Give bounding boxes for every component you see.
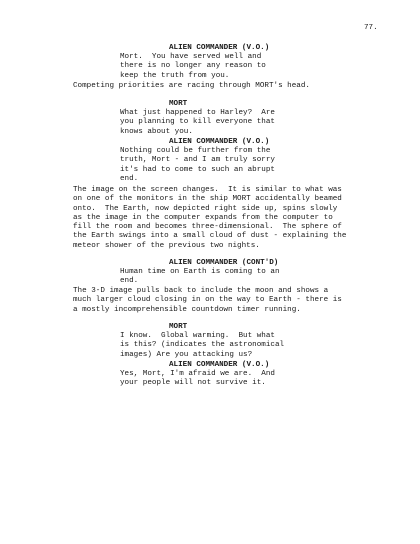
action-block: Competing priorities are racing through MORT's head. [73,82,310,90]
dialogue-block: What just happened to Harley? Are you planning to kill everyone that knows about you. [120,109,275,136]
page-number: 77. [364,24,378,32]
action-block: The 3-D image pulls back to include the moon and shows a much larger cloud closing in on the way to Earth - there is a mostly incomprehensible countdown timer running. [73,287,342,314]
action-block: The image on the screen changes. It is similar to what was on one of the monitors in the ship MORT accidentally beamed onto. The Earth, now depicted right side up, spins slowly as the image in the computer expands from the computer to fill the room and becomes three-dimensional. The sphere of the Earth swings into a small cloud of dust - explaining the meteor shower of the previous two nights. [73,186,347,250]
character-cue: ALIEN COMMANDER (V.O.) [169,361,270,369]
character-cue: ALIEN COMMANDER (CONT'D) [169,259,279,267]
dialogue-block: Yes, Mort, I'm afraid we are. And your people will not survive it. [120,370,275,388]
character-cue: ALIEN COMMANDER (V.O.) [169,138,270,146]
dialogue-block: Nothing could be further from the truth, Mort - and I am truly sorry it's had to come to such an abrupt end. [120,147,275,183]
character-cue: ALIEN COMMANDER (V.O.) [169,44,270,52]
dialogue-block: Human time on Earth is coming to an end. [120,268,280,286]
character-cue: MORT [169,100,188,108]
dialogue-block: I know. Global warming. But what is this? (indicates the astronomical images) Are you attacking us? [120,332,285,359]
dialogue-block: Mort. You have served well and there is no longer any reason to keep the truth from you. [120,53,266,80]
character-cue: MORT [169,323,188,331]
